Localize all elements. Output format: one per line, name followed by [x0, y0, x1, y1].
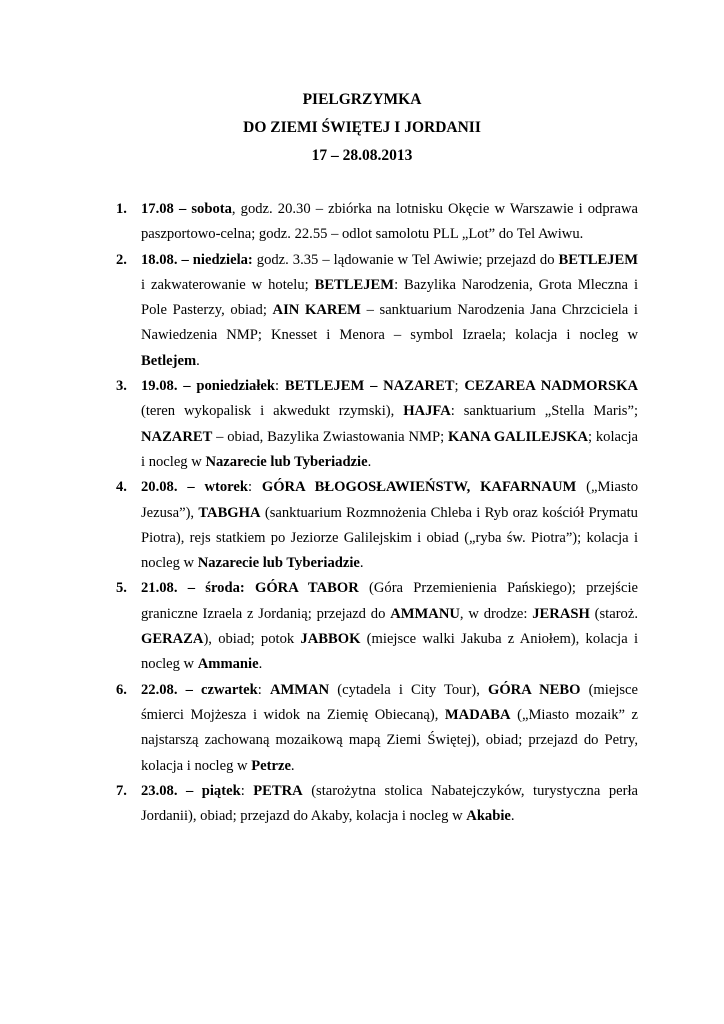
- bold-text-run: MADABA: [444, 706, 511, 723]
- bold-text-run: Petrze: [251, 757, 291, 774]
- item-number: 4.: [116, 479, 127, 496]
- text-run: (miejsce śmierci Mojżesza i widok na Ziemię Obiecaną),: [141, 681, 639, 723]
- item-number: 2.: [116, 251, 127, 268]
- text-run: :: [275, 378, 285, 395]
- text-run: .: [367, 453, 372, 470]
- bold-text-run: Nazarecie lub Tyberiadzie: [205, 453, 368, 470]
- text-run: („Miasto Jezusa”),: [141, 479, 638, 521]
- bold-text-run: 18.08. – niedziela:: [141, 251, 253, 268]
- text-run: :: [247, 479, 262, 496]
- text-run: :: [257, 681, 270, 698]
- itinerary-item-3: [116, 374, 638, 475]
- text-run: (starożytna stolica Nabatejczyków, turystyczna perła Jordanii), obiad; przejazd do Akaby, kolacja i nocleg w: [141, 782, 638, 825]
- text-run: , w drodze:: [459, 605, 533, 622]
- bold-text-run: Akabie: [466, 808, 511, 825]
- bold-text-run: BETLEJEM: [314, 276, 395, 293]
- bold-text-run: 20.08. – wtorek: [141, 479, 248, 496]
- itinerary-item-2: [116, 248, 638, 374]
- text-run: :: [240, 782, 254, 799]
- text-run: .: [359, 555, 364, 572]
- text-run: : Bazylika Narodzenia, Grota Mleczna i Pole Pasterzy, obiad;: [141, 276, 638, 319]
- bold-text-run: 21.08. – środa: GÓRA TABOR: [141, 580, 359, 597]
- item-text: [141, 779, 638, 830]
- bold-text-run: KANA GALILEJSKA: [447, 428, 588, 445]
- bold-text-run: AMMAN: [269, 681, 330, 698]
- bold-text-run: PETRA: [253, 782, 303, 799]
- text-run: godz. 3.35 – lądowanie w Tel Awiwie; przejazd do: [252, 251, 559, 268]
- text-run: .: [510, 808, 515, 825]
- bold-text-run: GÓRA NEBO: [487, 681, 581, 698]
- bold-text-run: 22.08. – czwartek: [141, 681, 258, 698]
- text-run: ; kolacja i nocleg w: [141, 428, 638, 470]
- item-text: [141, 374, 638, 475]
- bold-text-run: NAZARET: [141, 428, 213, 445]
- bold-text-run: Betlejem: [141, 352, 197, 369]
- text-run: i zakwaterowanie w hotelu;: [141, 276, 315, 293]
- bold-text-run: 23.08. – piątek: [141, 782, 241, 799]
- title-line-2: DO ZIEMI ŚWIĘTEJ I JORDANII: [243, 119, 481, 136]
- document-title: [0, 86, 724, 170]
- text-run: – obiad, Bazylika Zwiastowania NMP;: [212, 428, 448, 445]
- bold-text-run: AMMANU: [390, 605, 460, 622]
- text-run: (staroż.: [589, 605, 638, 622]
- text-run: .: [258, 656, 263, 673]
- title-line-3: 17 – 28.08.2013: [311, 147, 413, 164]
- text-run: .: [290, 757, 295, 774]
- itinerary-list: [116, 197, 638, 829]
- itinerary-item-1: [116, 197, 638, 248]
- item-text: [141, 576, 638, 677]
- item-number: 3.: [116, 378, 127, 395]
- text-run: (sanktuarium Rozmnożenia Chleba i Ryb oraz kościół Prymatu Piotra), rejs statkiem po Jeziorze Galilejskim i obiad („ryba św. Piotra”); kolacja i nocleg w: [141, 504, 638, 572]
- text-run: .: [196, 352, 200, 369]
- bold-text-run: GERAZA: [141, 631, 204, 648]
- text-run: ), obiad; potok: [203, 631, 301, 648]
- item-text: [141, 248, 638, 374]
- itinerary-item-5: [116, 576, 638, 677]
- text-run: („Miasto mozaik” z najstarszą zachowaną mozaikową mapą Ziemi Świętej), obiad; przejazd do Petry, kolacja i nocleg w: [141, 706, 638, 774]
- itinerary-item-4: [116, 475, 638, 576]
- text-run: (teren wykopalisk i akwedukt rzymski),: [141, 403, 404, 420]
- bold-text-run: JERASH: [532, 605, 590, 622]
- text-run: (cytadela i City Tour),: [329, 681, 488, 698]
- bold-text-run: 19.08. – poniedziałek: [141, 378, 275, 395]
- bold-text-run: JABBOK: [300, 631, 361, 648]
- bold-text-run: HAJFA: [403, 403, 451, 420]
- item-number: 1.: [116, 201, 127, 217]
- text-run: , godz. 20.30 – zbiórka na lotnisku Okęcie w Warszawie i odprawa paszportowo-celna; godz. 22.55 – odlot samolotu PLL „Lot” do Tel Awiwu.: [141, 201, 638, 243]
- itinerary-item-7: [116, 779, 638, 830]
- text-run: – sanktuarium Narodzenia Jana Chrzciciela i Nawiedzenia NMP; Knesset i Menora – symbol Izraela; kolacja i nocleg w: [141, 302, 638, 344]
- title-line-1: PIELGRZYMKA: [302, 91, 422, 108]
- bold-text-run: GÓRA BŁOGOSŁAWIEŃSTW, KAFARNAUM: [261, 479, 577, 496]
- text-run: ;: [454, 378, 465, 395]
- item-text: [141, 475, 638, 576]
- text-run: (miejsce walki Jakuba z Aniołem), kolacja i nocleg w: [141, 631, 638, 673]
- item-number: 5.: [116, 580, 127, 597]
- bold-text-run: CEZAREA NADMORSKA: [464, 378, 639, 395]
- itinerary-item-6: [116, 678, 638, 779]
- item-number: 7.: [116, 782, 127, 799]
- text-run: : sanktuarium „Stella Maris”;: [450, 403, 638, 420]
- bold-text-run: Ammanie: [197, 656, 259, 673]
- bold-text-run: 17.08 – sobota: [141, 201, 232, 217]
- bold-text-run: AIN KAREM: [272, 302, 361, 319]
- bold-text-run: BETLEJEM – NAZARET: [284, 378, 455, 395]
- bold-text-run: BETLEJEM: [558, 251, 638, 268]
- item-number: 6.: [116, 681, 127, 698]
- bold-text-run: Nazarecie lub Tyberiadzie: [197, 555, 360, 572]
- text-run: (Góra Przemienienia Pańskiego); przejście graniczne Izraela z Jordanią; przejazd do: [141, 580, 638, 622]
- bold-text-run: TABGHA: [198, 504, 261, 521]
- item-text: [141, 197, 638, 248]
- item-text: [141, 678, 638, 779]
